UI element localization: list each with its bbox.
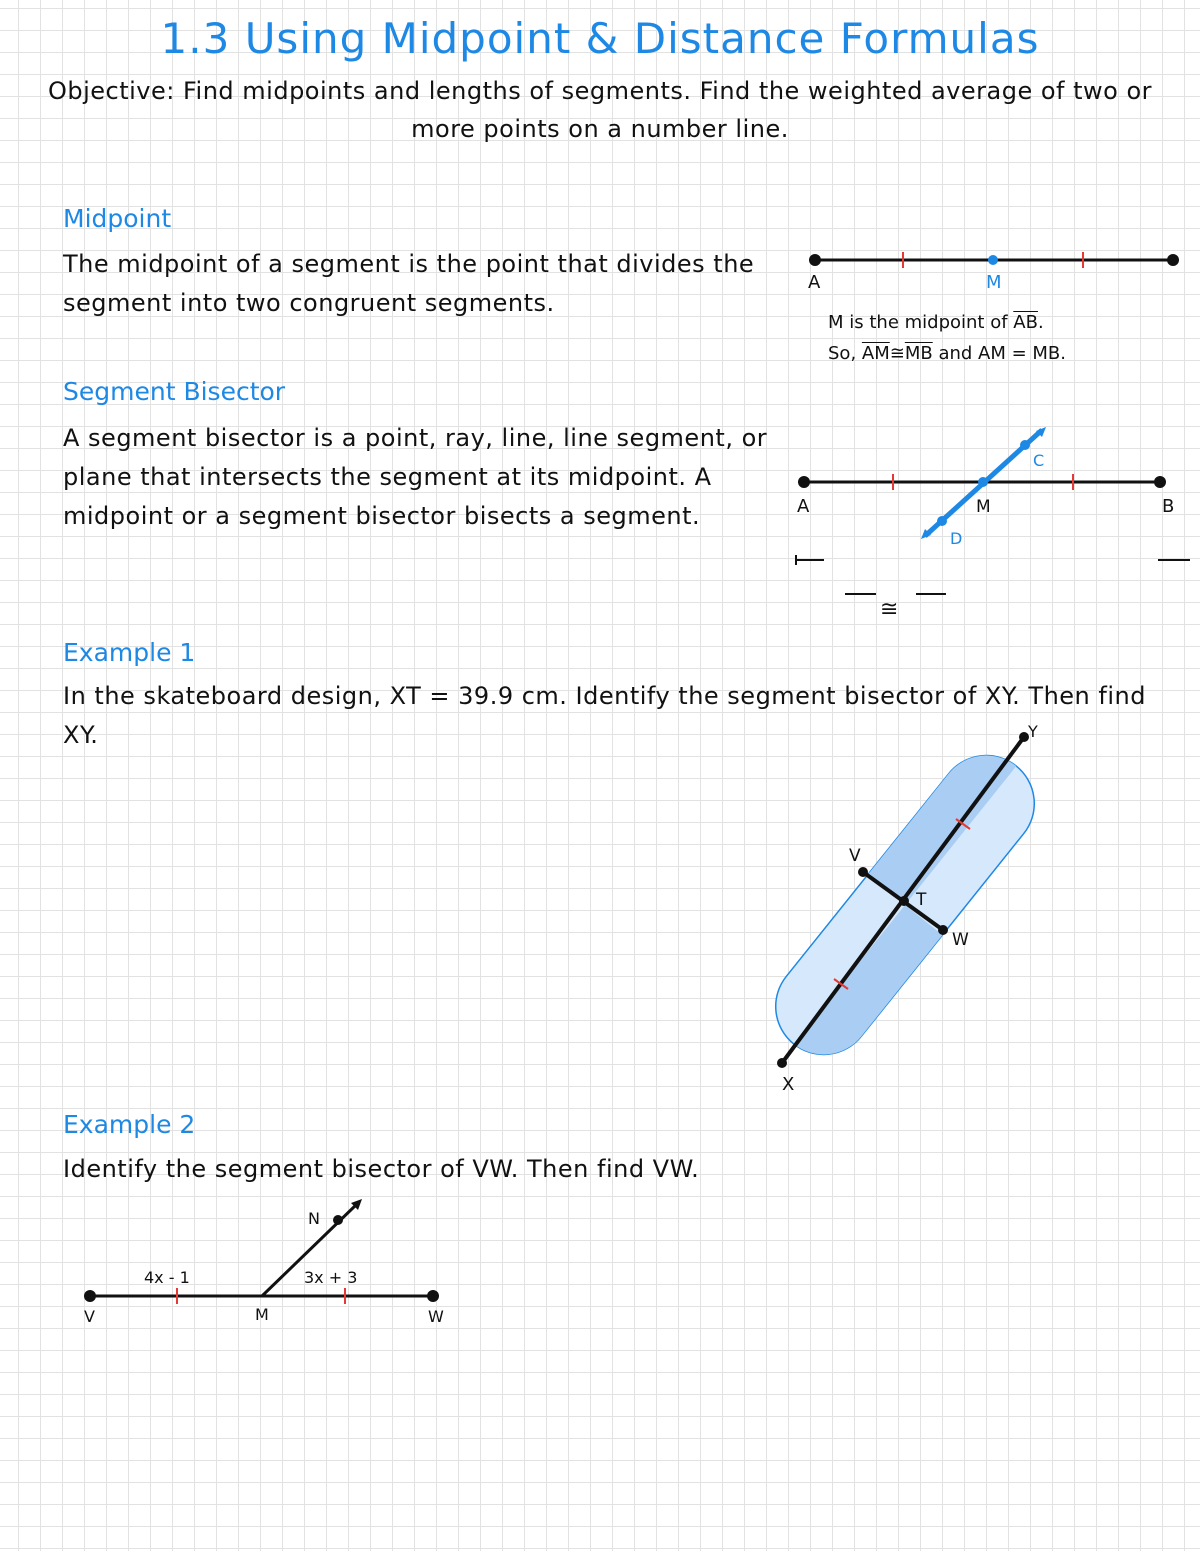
example2-diagram (70, 1190, 470, 1340)
segment-am-label: $\overline{AM}$ (861, 343, 890, 364)
label-a: A (797, 496, 810, 517)
label-w: W (952, 930, 969, 950)
caption-text: M is the midpoint of (828, 312, 1014, 333)
midpoint-diagram (800, 240, 1190, 300)
label-m: M (986, 272, 1002, 293)
bisector-heading: Segment Bisector (63, 377, 286, 406)
label-t: T (916, 890, 927, 910)
point-w (427, 1290, 439, 1302)
caption-text: . (1037, 312, 1044, 333)
skateboard-diagram (740, 715, 1070, 1100)
point-v (858, 867, 868, 877)
page-title: 1.3 Using Midpoint & Distance Formulas (160, 14, 1040, 63)
label-y: Y (1028, 722, 1038, 741)
label-x: X (782, 1074, 795, 1095)
example2-heading: Example 2 (63, 1110, 196, 1139)
point-a (809, 254, 821, 266)
point-t (899, 896, 909, 906)
caption-text: So, (828, 343, 862, 364)
point-b (1154, 476, 1166, 488)
point-v (84, 1290, 96, 1302)
point-w (938, 925, 948, 935)
expr-mw: 3x + 3 (304, 1268, 358, 1287)
point-a (798, 476, 810, 488)
label-n: N (308, 1209, 320, 1228)
bisector-diagram (790, 420, 1190, 620)
label-c: C (1033, 451, 1045, 470)
label-w: W (428, 1307, 444, 1326)
point-m (988, 255, 998, 265)
point-n (333, 1215, 343, 1225)
midpoint-heading: Midpoint (63, 204, 172, 233)
point-x (777, 1058, 787, 1068)
midpoint-caption-line2 (828, 343, 1066, 364)
label-m: M (255, 1305, 269, 1324)
bisector-definition: A segment bisector is a point, ray, line, line segment, or plane that intersects the segment at its midpoint. A midpoint or a segment bisector bisects a segment. (63, 424, 768, 530)
label-d: D (950, 529, 963, 548)
label-v: V (849, 846, 861, 866)
point-b (1167, 254, 1179, 266)
example2-text: Identify the segment bisector of VW. Then find VW. (63, 1155, 700, 1183)
objective-text: Objective: Find midpoints and lengths of segments. Find the weighted average of two or more points on a number line. (47, 77, 1153, 143)
example1-heading: Example 1 (63, 638, 196, 667)
label-m: M (976, 497, 991, 517)
point-c (1020, 440, 1030, 450)
example1-text: In the skateboard design, XT = 39.9 cm. Identify the segment bisector of XY. Then find XY. (63, 682, 1146, 749)
label-b: B (1162, 496, 1175, 517)
point-d (937, 516, 947, 526)
midpoint-caption-line1 (828, 312, 1044, 333)
midpoint-definition: The midpoint of a segment is the point that divides the segment into two congruent segments. (63, 250, 755, 317)
expr-vm: 4x - 1 (144, 1268, 190, 1287)
congruent-symbol: ≅ (889, 343, 905, 364)
caption-text: and AM = MB. (932, 343, 1066, 364)
segment-ab-label: $\overline{AB}$ (1013, 312, 1038, 333)
point-m (978, 477, 988, 487)
congruent-symbol: ≅ (880, 597, 899, 622)
label-a: A (808, 272, 821, 293)
segment-mb-label: $\overline{MB}$ (904, 343, 933, 364)
label-v: V (84, 1307, 95, 1326)
